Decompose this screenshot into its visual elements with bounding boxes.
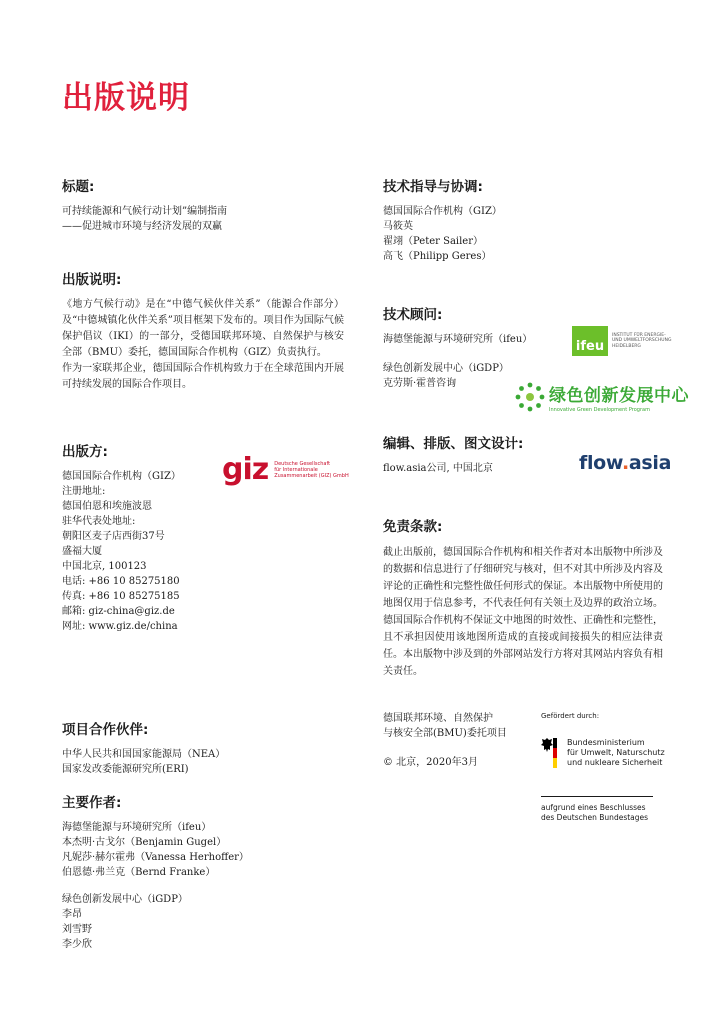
publication-note-section [62,268,344,393]
german-flag-icon [553,738,557,768]
ifeu-logo-line: INSTITUT FÜR ENERGIE- [612,332,666,338]
publisher-line: 电话: +86 10 85275180 [62,576,180,587]
title-line: ——促进城市环境与经济发展的双赢 [62,221,222,232]
publisher-line: 传真: +86 10 85275185 [62,591,180,602]
author-line: 凡妮莎·赫尔霍弗（Vanessa Herhoffer） [62,852,249,863]
publisher-line: 盛福大厦 [62,546,102,557]
author-line: 绿色创新发展中心（iGDP） [62,894,188,905]
publisher-line: 中国北京, 100123 [62,561,147,572]
tech-guidance-line: 德国国际合作机构（GIZ） [383,206,502,217]
author-line: 伯恩德·弗兰克（Bernd Franke） [62,867,216,878]
tech-advisor-line: 海德堡能源与环境研究所（ifeu） [383,334,533,345]
giz-logo [222,452,349,487]
bmu-logo-footer [541,803,665,823]
bmu-divider [541,796,653,797]
tech-guidance-line: 高飞（Philipp Geres） [383,251,492,262]
title-line: 可持续能源和气候行动计划”编制指南 [62,206,228,217]
authors-section [62,791,362,952]
publisher-line: 注册地址: [62,486,106,497]
publisher-email[interactable]: 邮箱: giz-china@giz.de [62,606,175,617]
disclaimer-text: 截止出版前，德国国际合作机构和相关作者对本出版物中所涉及的数据和信息进行了仔细研究与核对，但不对其中所涉及内容及评论的正确性和完整性做任何形式的保证。本出版物中所使用的地图仅用于信息参考，不代表任何有关领土及边界的政治立场。德国国际合作机构不保证文中地图的时效性、正确性和完整性，且不承担因使用该地图所造成的直接或间接损失的相应法律责任。本出版物中涉及到的外部网站发行方将对其网站内容负有相关责任。 [383,547,663,677]
ifeu-logo-line: UND UMWELTFORSCHUNG [612,338,672,344]
bmu-line: 德国联邦环境、自然保护 [383,713,493,724]
partners-heading: 项目合作伙伴: [62,722,149,738]
bmu-line: 与核安全部(BMU)委托项目 [383,728,507,739]
author-line: 刘雪野 [62,924,92,935]
bmu-logo-name-line: für Umwelt, Naturschutz [567,748,665,757]
tech-guidance-heading: 技术指导与协调: [383,179,483,195]
publisher-line: 德国伯恩和埃施波恩 [62,501,152,512]
publisher-website[interactable]: 网址: www.giz.de/china [62,621,178,632]
publication-note-para: 《地方气候行动》是在“中德气候伙伴关系”（能源合作部分）及“中德城镇化伙伴关系”项目框架下发布的。项目作为国际气候保护倡议（IKI）的一部分，受德国联邦环境、自然保护与核安全部（BMU）委托，德国国际合作机构（GIZ）负责执行。 [62,299,344,358]
ifeu-logo-mark: ifeu [572,326,608,356]
flow-asia-logo-dot: . [621,452,629,474]
igdp-leaf-ring-icon [515,382,545,412]
bmu-logo-intro: Gefördert durch: [541,712,600,720]
igdp-logo-cn: 绿色创新发展中心 [549,386,689,406]
igdp-logo [515,381,689,413]
title-section [62,175,362,234]
tech-guidance-section [383,175,673,264]
author-line: 本杰明·古戈尔（Benjamin Gugel） [62,837,227,848]
disclaimer-heading: 免责条款: [383,519,443,535]
publisher-line: 朝阳区麦子店西街37号 [62,531,165,542]
publisher-line: 德国国际合作机构（GIZ） [62,471,181,482]
ifeu-logo [572,326,672,356]
giz-logo-line: für Internationale [274,467,318,473]
bmu-section [383,711,533,770]
tech-advisors-heading: 技术顾问: [383,307,443,323]
flow-asia-logo-main: flow [579,452,622,474]
giz-logo-line: Zusammenarbeit (GIZ) GmbH [274,473,349,479]
bmu-logo-name-line: und nukleare Sicherheit [567,758,663,767]
federal-eagle-icon [541,737,553,757]
ifeu-logo-line: HEIDELBERG [612,343,641,349]
publisher-line: 驻华代表处地址: [62,516,136,527]
disclaimer-section [383,515,663,680]
tech-advisor-line: 绿色创新发展中心（iGDP） [383,363,509,374]
publication-note-heading: 出版说明: [62,272,122,288]
giz-logo-line: Deutsche Gesellschaft [274,461,331,467]
author-line: 李昂 [62,909,82,920]
title-heading: 标题: [62,179,95,195]
bmu-logo [541,712,665,823]
igdp-logo-en: Innovative Green Development Program [549,407,650,413]
editing-heading: 编辑、排版、图文设计: [383,436,524,452]
author-line: 李少欣 [62,939,92,950]
tech-advisor-line: 克劳斯·霍普咨询 [383,378,457,389]
authors-heading: 主要作者: [62,795,122,811]
page-title: 出版说明 [62,80,190,116]
bmu-logo-name-line: Bundesministerium [567,738,645,747]
giz-logo-mark: giz [222,452,269,487]
partners-section [62,718,362,777]
partner-line: 国家发改委能源研究所(ERI) [62,764,189,775]
publication-date: © 北京，2020年3月 [383,757,478,768]
flow-asia-logo-tail: asia [628,452,672,474]
author-line: 海德堡能源与环境研究所（ifeu） [62,822,212,833]
editing-line: flow.asia公司, 中国北京 [383,463,493,474]
bmu-logo-name [567,738,665,768]
giz-logo-text [274,461,349,479]
partner-line: 中华人民共和国国家能源局（NEA） [62,749,226,760]
bmu-logo-footer-line: des Deutschen Bundestages [541,813,649,822]
ifeu-logo-text [612,333,672,350]
publisher-heading: 出版方: [62,444,108,460]
tech-guidance-line: 马筱英 [383,221,413,232]
tech-guidance-line: 翟翊（Peter Sailer） [383,236,483,247]
bmu-logo-footer-line: aufgrund eines Beschlusses [541,803,646,812]
publication-note-para: 作为一家联邦企业，德国国际合作机构致力于在全球范围内开展可持续发展的国际合作项目。 [62,363,344,390]
flow-asia-logo [579,452,671,474]
